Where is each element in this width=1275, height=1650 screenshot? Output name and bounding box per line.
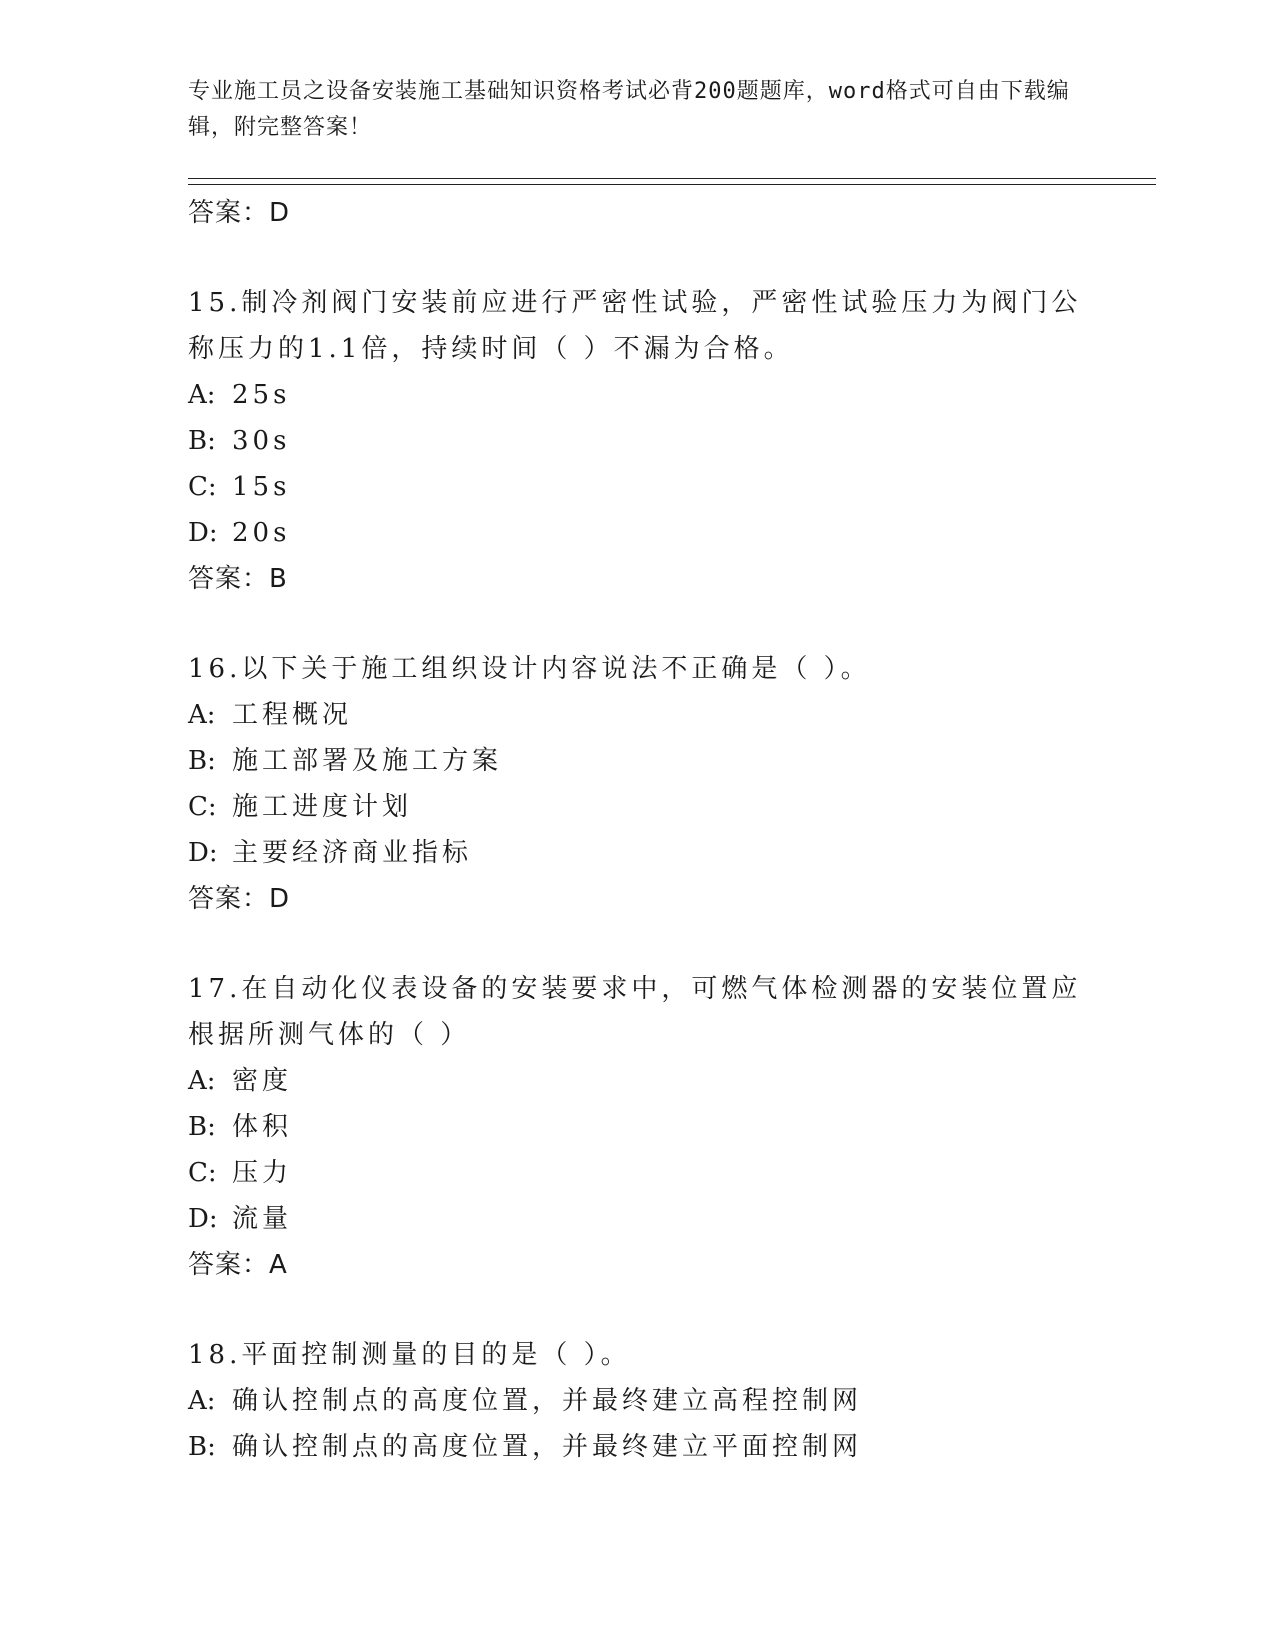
option-text: 15s xyxy=(232,472,291,502)
option-d xyxy=(188,830,1088,876)
option-letter: A: xyxy=(188,1066,216,1096)
question-text: 17.在自动化仪表设备的安装要求中，可燃气体检测器的安装位置应根据所测气体的（ ） xyxy=(188,974,1082,1050)
option-letter: B: xyxy=(188,426,216,456)
option-text: 施工部署及施工方案 xyxy=(232,746,503,776)
option-a xyxy=(188,1378,1088,1424)
question-item xyxy=(188,646,1088,966)
question-item xyxy=(188,966,1088,1332)
option-text: 确认控制点的高度位置，并最终建立高程控制网 xyxy=(232,1386,863,1416)
option-b xyxy=(188,1424,1088,1470)
option-b xyxy=(188,1104,1088,1150)
option-text: 工程概况 xyxy=(232,700,353,730)
question-item xyxy=(188,1332,1088,1470)
option-text: 25s xyxy=(232,380,291,410)
header-rule-top xyxy=(188,178,1156,179)
option-text: 主要经济商业指标 xyxy=(232,838,473,868)
option-text: 30s xyxy=(232,426,291,456)
header-rule-bottom xyxy=(188,184,1156,185)
option-text: 流量 xyxy=(232,1204,293,1234)
question-text: 16.以下关于施工组织设计内容说法不正确是（ ）。 xyxy=(188,654,871,684)
option-letter: D: xyxy=(188,1204,218,1234)
option-letter: B: xyxy=(188,1112,216,1142)
option-text: 体积 xyxy=(232,1112,293,1142)
option-a xyxy=(188,372,1088,418)
answer-line: 答案：D xyxy=(188,884,291,914)
option-a xyxy=(188,1058,1088,1104)
option-letter: B: xyxy=(188,746,216,776)
option-text: 20s xyxy=(232,518,291,548)
option-b xyxy=(188,738,1088,784)
page-header: 专业施工员之设备安装施工基础知识资格考试必背200题题库，word格式可自由下载编辑，附完整答案！ xyxy=(188,79,1070,140)
option-c xyxy=(188,1150,1088,1196)
option-d xyxy=(188,1196,1088,1242)
option-text: 压力 xyxy=(232,1158,293,1188)
answer-line: 答案：B xyxy=(188,564,288,594)
answer-line: 答案：D xyxy=(188,198,291,228)
option-letter: B: xyxy=(188,1432,216,1462)
option-letter: A: xyxy=(188,700,216,730)
option-b xyxy=(188,418,1088,464)
option-a xyxy=(188,692,1088,738)
option-letter: A: xyxy=(188,1386,216,1416)
option-c xyxy=(188,784,1088,830)
option-d xyxy=(188,510,1088,556)
option-letter: C: xyxy=(188,1158,217,1188)
option-letter: A: xyxy=(188,380,216,410)
option-letter: C: xyxy=(188,472,217,502)
option-text: 密度 xyxy=(232,1066,293,1096)
option-text: 确认控制点的高度位置，并最终建立平面控制网 xyxy=(232,1432,863,1462)
question-text: 15.制冷剂阀门安装前应进行严密性试验，严密性试验压力为阀门公称压力的1.1倍，持续时间（ ）不漏为合格。 xyxy=(188,288,1082,364)
option-text: 施工进度计划 xyxy=(232,792,413,822)
option-c xyxy=(188,464,1088,510)
answer-line: 答案：A xyxy=(188,1250,288,1280)
option-letter: C: xyxy=(188,792,217,822)
question-item xyxy=(188,280,1088,646)
question-list xyxy=(188,190,1088,1470)
option-letter: D: xyxy=(188,518,218,548)
option-letter: D: xyxy=(188,838,218,868)
question-text: 18.平面控制测量的目的是（ ）。 xyxy=(188,1340,631,1370)
